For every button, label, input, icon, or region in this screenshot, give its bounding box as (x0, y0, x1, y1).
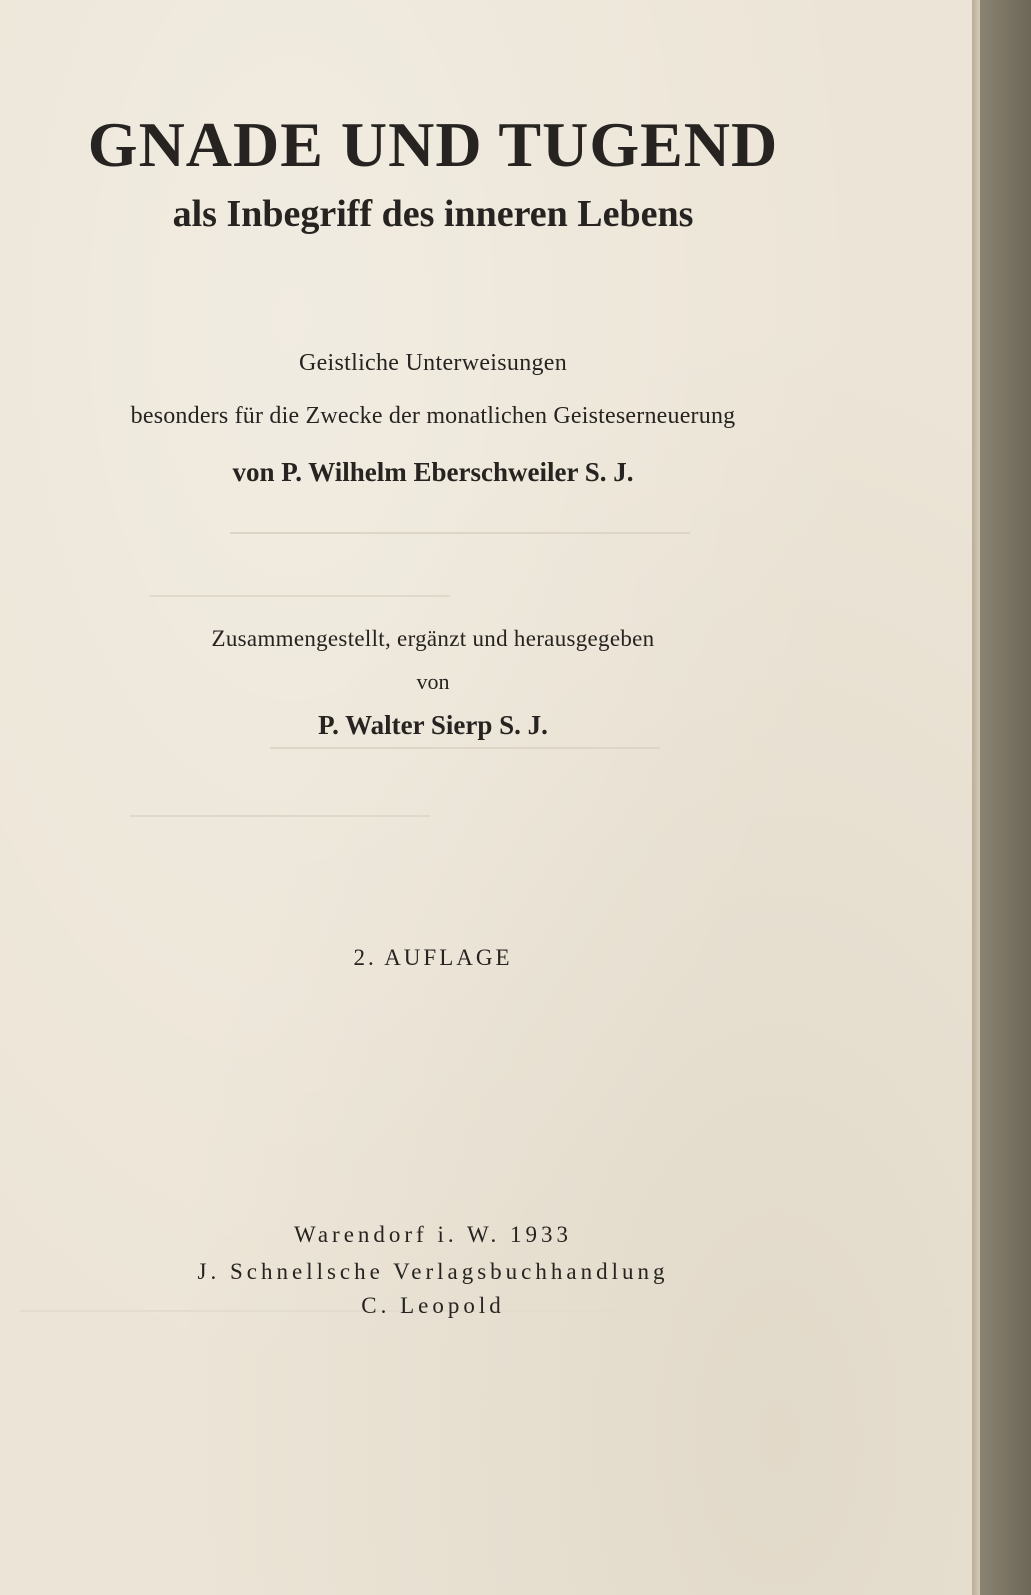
show-through-artifact (150, 585, 450, 597)
show-through-artifact (230, 520, 690, 534)
book-title: GNADE UND TUGEND (87, 109, 779, 180)
edition-label: 2. AUFLAGE (353, 945, 513, 970)
editor-name: P. Walter Sierp S. J. (318, 710, 548, 740)
description-line-1: Geistliche Unterweisungen (298, 350, 568, 376)
imprint-publisher: J. Schnellsche Verlagsbuchhandlung (197, 1259, 669, 1284)
page-edge (972, 0, 980, 1595)
show-through-artifact (130, 805, 430, 817)
description-line-2: besonders für die Zwecke der monatlichen Geisteserneuerung (130, 403, 736, 429)
book-cover-edge (980, 0, 1031, 1595)
book-subtitle: als Inbegriff des inneren Lebens (172, 193, 694, 235)
imprint-place-year: Warendorf i. W. 1933 (293, 1222, 573, 1247)
editor-line-1: Zusammengestellt, ergänzt und herausgegeben (211, 626, 655, 651)
imprint-owner: C. Leopold (361, 1293, 505, 1318)
author-line: von P. Wilhelm Eberschweiler S. J. (232, 457, 634, 487)
editor-line-2: von (416, 669, 450, 694)
